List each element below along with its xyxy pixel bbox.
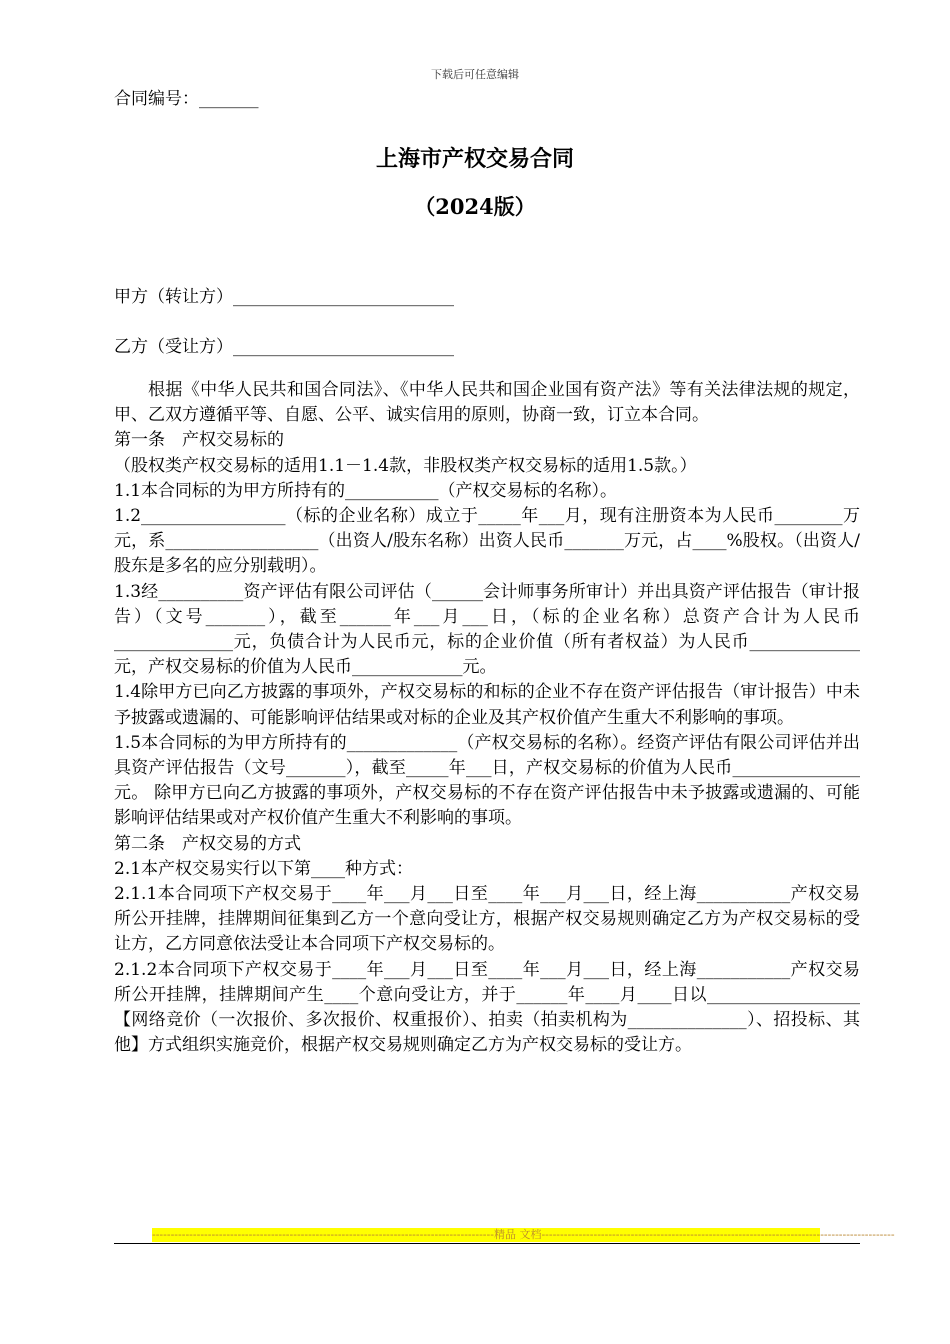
clause-1-4: 1.4除甲方已向乙方披露的事项外，产权交易标的和标的企业不存在资产评估报告（审计报告）中未予披露或遗漏的、可能影响评估结果或对标的企业及其产权价值产生重大不利影响的事项。 <box>114 682 860 728</box>
contract-number: 合同编号：_______ <box>114 89 259 109</box>
preamble-paragraph: 根据《中华人民共和国合同法》、《中华人民共和国企业国有资产法》等有关法律法规的规定，甲、乙双方遵循平等、自愿、公平、诚实信用的原则，协商一致，订立本合同。 <box>114 380 860 426</box>
article-1-heading: 第一条 产权交易标的 <box>114 430 284 451</box>
footer-watermark: --------------------------------------------------------------------------------------------精品 文档----------------------------------------------------------------------------------------------- <box>152 1228 895 1241</box>
clause-1-1: 1.1本合同标的为甲方所持有的___________（产权交易标的名称）。 <box>114 480 618 501</box>
party-b-line: 乙方（受让方）__________________________ <box>114 337 454 357</box>
download-note: 下载后可任意编辑 <box>431 68 519 81</box>
clause-1-2: 1.2_________________（标的企业名称）成立于_____年___月，现有注册资本为人民币________万元，系__________________（出资人/股东名称）出资人民币_______万元，占____%股权。（出资人/股东是多名的应分别载明）。 <box>114 506 860 577</box>
document-title: 上海市产权交易合同 <box>375 146 574 172</box>
clause-2-1-1: 2.1.1本合同项下产权交易于____年___月___日至____年___月___日，经上海___________产权交易所公开挂牌，挂牌期间征集到乙方一个意向受让方，根据产权交易规则确定乙方为产权交易标的受让方，乙方同意依法受让本合同项下产权交易标的。 <box>114 884 860 955</box>
clause-1-3: 1.3经__________资产评估有限公司评估（______会计师事务所审计）并出具资产评估报告（审计报告）（文号_______），截至______年___月___日，（标的企业名称）总资产合计为人民币______________元，负债合计为人民币元，标的企业价值（所有者权益）为人民币_____________元，产权交易标的价值为人民币_____________元。 <box>114 581 860 678</box>
footer-divider <box>114 1243 860 1244</box>
document-edition: （2024版） <box>414 194 536 219</box>
clause-2-1-2: 2.1.2本合同项下产权交易于____年___月___日至____年___月___日，经上海___________产权交易所公开挂牌，挂牌期间产生____个意向受让方，并于______年____月____日以__________________【网络竞价（一次报价、多次报价、权重报价）、拍卖（拍卖机构为______________）、招投标、其他】方式组织实施竞价，根据产权交易规则确定乙方为产权交易标的受让方。 <box>114 959 860 1056</box>
article-1-note: （股权类产权交易标的适用1.1－1.4款，非股权类产权交易标的适用1.5款。） <box>114 455 697 476</box>
clause-2-1: 2.1本产权交易实行以下第____种方式： <box>114 858 414 879</box>
party-a-line: 甲方（转让方）__________________________ <box>114 287 454 307</box>
article-2-heading: 第二条 产权交易的方式 <box>114 833 301 854</box>
clause-1-5: 1.5本合同标的为甲方所持有的_____________（产权交易标的名称）。经资产评估有限公司评估并出具资产评估报告（文号_______），截至_____年___日，产权交易标的价值为人民币_______________元。 除甲方已向乙方披露的事项外，产权交易标的不存在资产评估报告中未予披露或遗漏的、可能影响评估结果或对产权价值产生重大不利影响的事项。 <box>114 732 860 829</box>
contract-body <box>114 378 860 1058</box>
